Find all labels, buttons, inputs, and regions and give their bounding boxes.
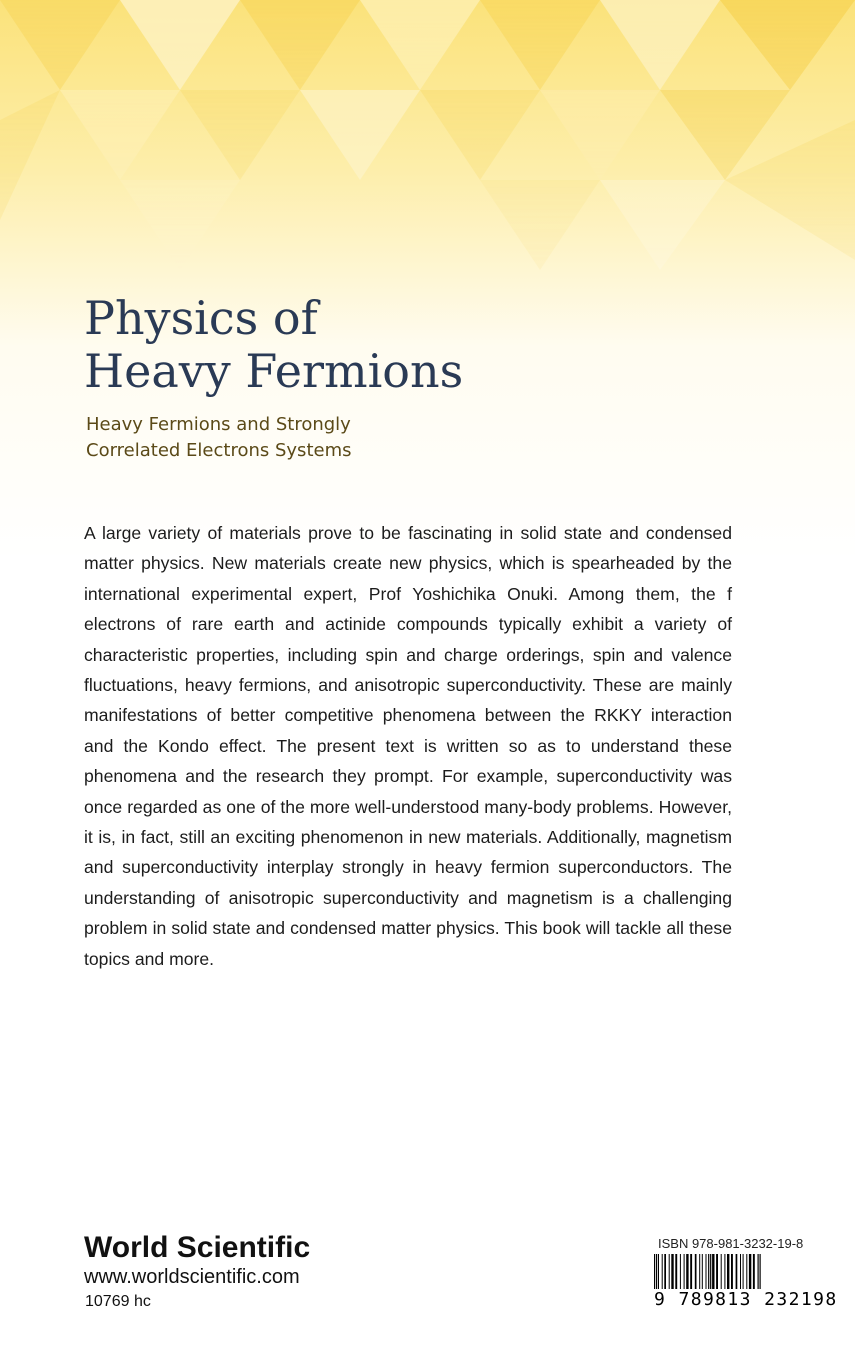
book-description: A large variety of materials prove to be fascinating in solid state and condensed matter physics. New materials create new physics, which is spearheaded by the international experimental expert, Prof Yoshichika Onuki. Among them, the f electrons of rare earth and actinide compounds typically exhibit a variety of characteristic properties, including spin and charge orderings, spin and valence fluctuations, heavy fermions, and anisotropic superconductivity. These are mainly manifestations of better competitive phenomena between the RKKY interaction and the Kondo effect. The present text is written so as to understand these phenomena and the research they prompt. For example, superconductivity was once regarded as one of the more well-understood many-body problems. However, it is, in fact, still an exciting phenomenon in new materials. Additionally, magnetism and superconductivity interplay strongly in heavy fermion superconductors. The understanding of anisotropic superconductivity and magnetism is a challenging problem in solid state and condensed matter physics. This book will tackle all these topics and more. — [84, 523, 732, 969]
book-subtitle-line-1: Heavy Fermions and Strongly — [86, 414, 351, 435]
barcode-digits: 9 789813 232198 — [654, 1289, 838, 1310]
book-subtitle-line-2: Correlated Electrons Systems — [86, 440, 352, 461]
publisher-name: World Scientific — [84, 1231, 311, 1264]
isbn-label: ISBN 978-981-3232-19-8 — [658, 1236, 804, 1251]
yellow-geometric-background — [0, 0, 855, 560]
barcode-icon — [652, 1254, 812, 1292]
book-title-line-1: Physics of — [84, 291, 318, 345]
publisher-code: 10769 hc — [85, 1293, 151, 1310]
book-title-line-2: Heavy Fermions — [84, 344, 464, 398]
publisher-url[interactable]: www.worldscientific.com — [84, 1266, 300, 1288]
